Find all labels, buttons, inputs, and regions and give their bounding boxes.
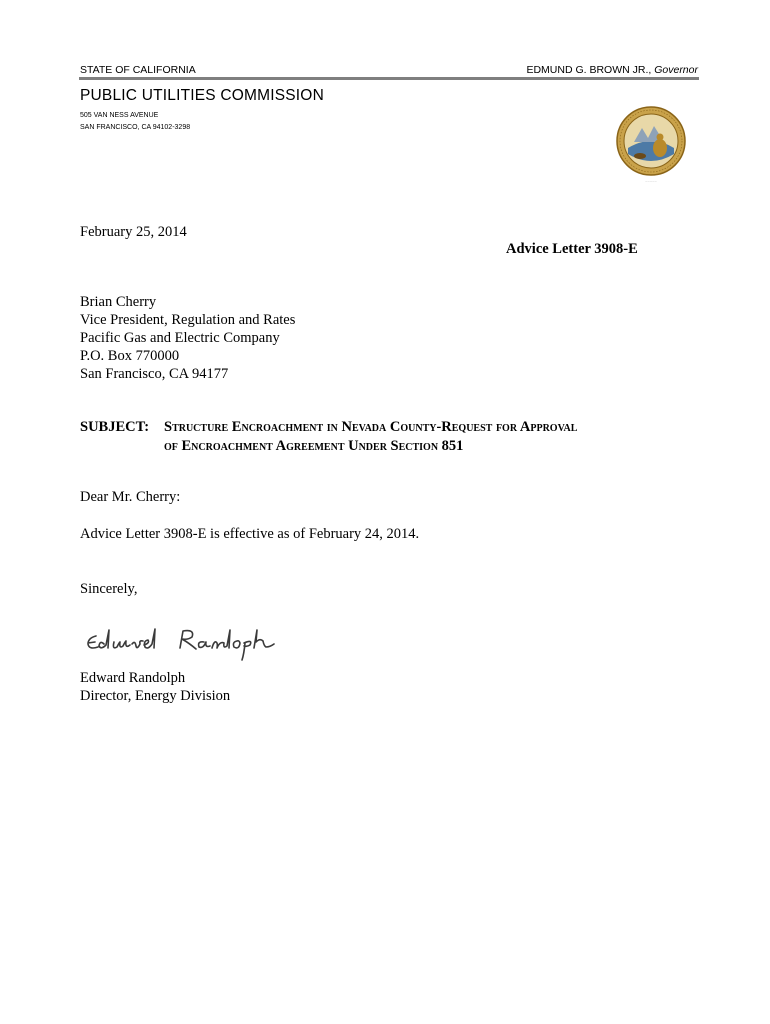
recipient-title: Vice President, Regulation and Rates xyxy=(80,312,296,328)
handwritten-signature xyxy=(82,622,278,662)
recipient-city: San Francisco, CA 94177 xyxy=(80,366,229,382)
letter-date: February 25, 2014 xyxy=(80,224,187,240)
subject-line-1: Structure Encroachment in Nevada County-Request for Approval xyxy=(164,419,578,435)
signer-title: Director, Energy Division xyxy=(80,688,231,704)
state-header: STATE OF CALIFORNIA xyxy=(80,64,196,76)
governor-name: EDMUND G. BROWN JR., xyxy=(526,64,652,76)
header-divider xyxy=(79,77,699,80)
advice-letter-reference: Advice Letter 3908-E xyxy=(506,241,638,257)
agency-address-line1: 505 VAN NESS AVENUE xyxy=(80,112,159,119)
agency-address-line2: SAN FRANCISCO, CA 94102-3298 xyxy=(80,124,191,131)
agency-name: PUBLIC UTILITIES COMMISSION xyxy=(80,87,324,104)
recipient-address xyxy=(80,293,295,383)
signer-block xyxy=(80,669,230,705)
recipient-company: Pacific Gas and Electric Company xyxy=(80,330,280,346)
subject-label: SUBJECT: xyxy=(80,419,150,435)
closing: Sincerely, xyxy=(80,581,138,597)
svg-text:~~~~~: ~~~~~ xyxy=(645,179,657,184)
subject-line-2: of Encroachment Agreement Under Section 851 xyxy=(164,438,464,454)
governor-header xyxy=(526,64,698,76)
signer-name: Edward Randolph xyxy=(80,670,186,686)
recipient-po-box: P.O. Box 770000 xyxy=(80,348,180,364)
recipient-name: Brian Cherry xyxy=(80,294,157,310)
california-state-seal-icon xyxy=(614,104,688,186)
governor-title: Governor xyxy=(654,64,698,76)
letter-body: Advice Letter 3908-E is effective as of February 24, 2014. xyxy=(80,526,420,542)
salutation: Dear Mr. Cherry: xyxy=(80,489,181,505)
